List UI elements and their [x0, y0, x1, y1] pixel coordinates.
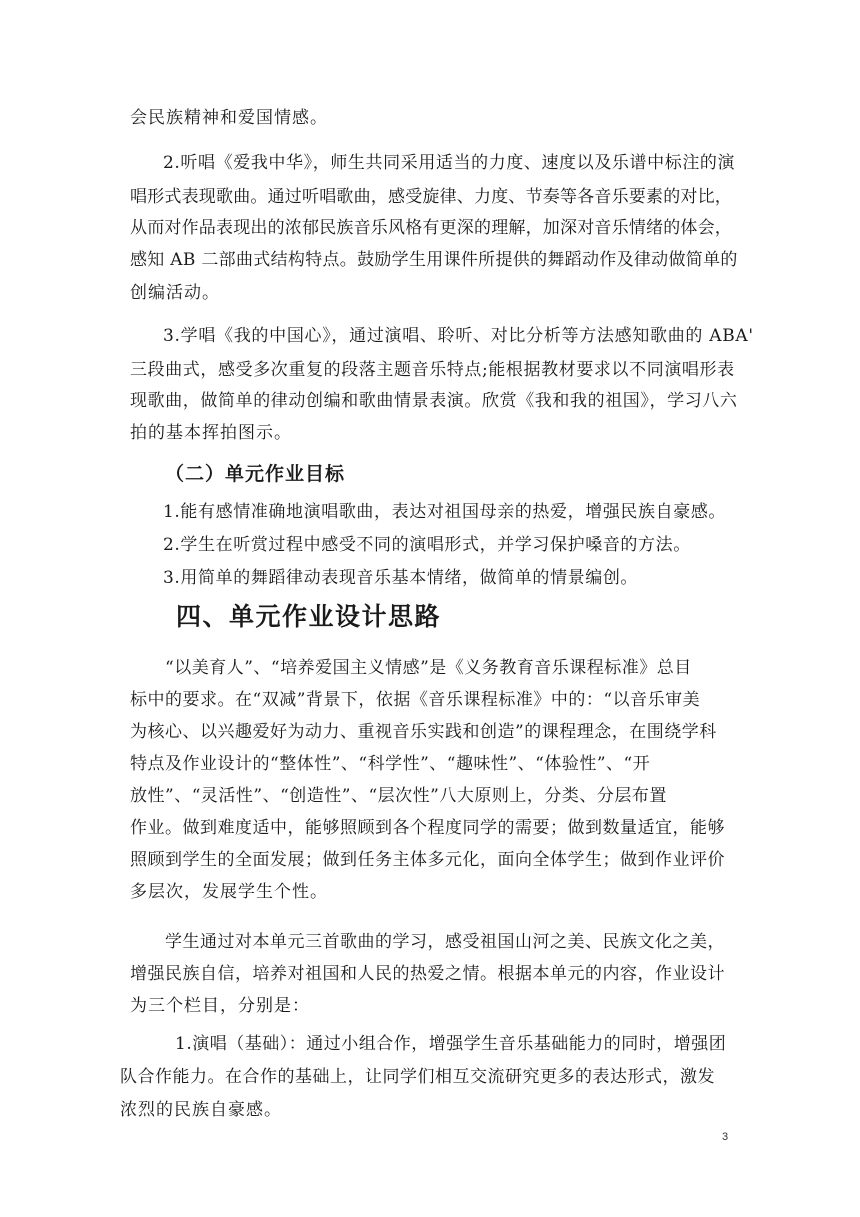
paragraph-line: 增强民族自信，培养对祖国和人民的热爱之情。根据本单元的内容，作业设计 — [130, 964, 725, 984]
intro-line: 会民族精神和爱国情感。 — [130, 108, 328, 128]
item3-line: 3.学唱《我的中国心》，通过演唱、聆听、对比分析等方法感知歌曲的 ABA' — [163, 326, 754, 346]
paragraph-line: 作业。做到难度适中，能够照顾到各个程度同学的需要；做到数量适宜，能够 — [130, 818, 725, 838]
item3-line: 拍的基本挥拍图示。 — [130, 423, 292, 443]
paragraph-line: 学生通过对本单元三首歌曲的学习，感受祖国山河之美、民族文化之美， — [165, 932, 725, 952]
goal-item: 2.学生在听赏过程中感受不同的演唱形式，并学习保护嗓音的方法。 — [163, 535, 691, 555]
paragraph-line: 1.演唱（基础）：通过小组合作，增强学生音乐基础能力的同时，增强团 — [175, 1034, 727, 1054]
paragraph-line: “以美育人”、“培养爱国主义情感”是《义务教育音乐课程标准》总目 — [165, 658, 692, 678]
paragraph-line: 浓烈的民族自豪感。 — [120, 1100, 282, 1120]
paragraph-line: 队合作能力。在合作的基础上，让同学们相互交流研究更多的表达形式，激发 — [120, 1067, 715, 1087]
item2-line: 创编活动。 — [130, 283, 220, 303]
goal-item: 3.用简单的舞蹈律动表现音乐基本情绪，做简单的情景编创。 — [163, 568, 639, 588]
paragraph-line: 特点及作业设计的“整体性”、“科学性”、“趣味性”、“体验性”、“开 — [130, 754, 651, 774]
item2-line: 感知 AB 二部曲式结构特点。鼓励学生用课件所提供的舞蹈动作及律动做简单的 — [130, 250, 738, 270]
item2-line: 唱形式表现歌曲。通过听唱歌曲，感受旋律、力度、节奏等各音乐要素的对比， — [130, 187, 732, 207]
item2-line: 2.听唱《爱我中华》，师生共同采用适当的力度、速度以及乐谱中标注的演 — [163, 153, 736, 173]
paragraph-line: 照顾到学生的全面发展；做到任务主体多元化，面向全体学生；做到作业评价 — [130, 850, 725, 870]
section-heading: 四、单元作业设计思路 — [176, 602, 442, 631]
paragraph-line: 为核心、以兴趣爱好为动力、重视音乐实践和创造”的课程理念，在围绕学科 — [130, 722, 717, 742]
goal-item: 1.能有感情准确地演唱歌曲，表达对祖国母亲的热爱，增强民族自豪感。 — [163, 502, 727, 522]
paragraph-line: 标中的要求。在“双减”背景下，依据《音乐课程标准》中的：“以音乐审美 — [130, 690, 701, 710]
paragraph-line: 为三个栏目，分别是： — [130, 996, 310, 1016]
item3-line: 现歌曲，做简单的律动创编和歌曲情景表演。欣赏《我和我的祖国》，学习八六 — [130, 391, 738, 411]
page-number: 3 — [722, 1131, 729, 1143]
item2-line: 从而对作品表现出的浓郁民族音乐风格有更深的理解，加深对音乐情绪的体会， — [130, 218, 732, 238]
section-heading: （二）单元作业目标 — [165, 463, 346, 485]
paragraph-line: 多层次，发展学生个性。 — [130, 882, 328, 902]
paragraph-line: 放性”、“灵活性”、“创造性”、“层次性”八大原则上，分类、分层布置 — [130, 786, 667, 806]
item3-line: 三段曲式，感受多次重复的段落主题音乐特点;能根据教材要求以不同演唱形表 — [130, 360, 735, 380]
